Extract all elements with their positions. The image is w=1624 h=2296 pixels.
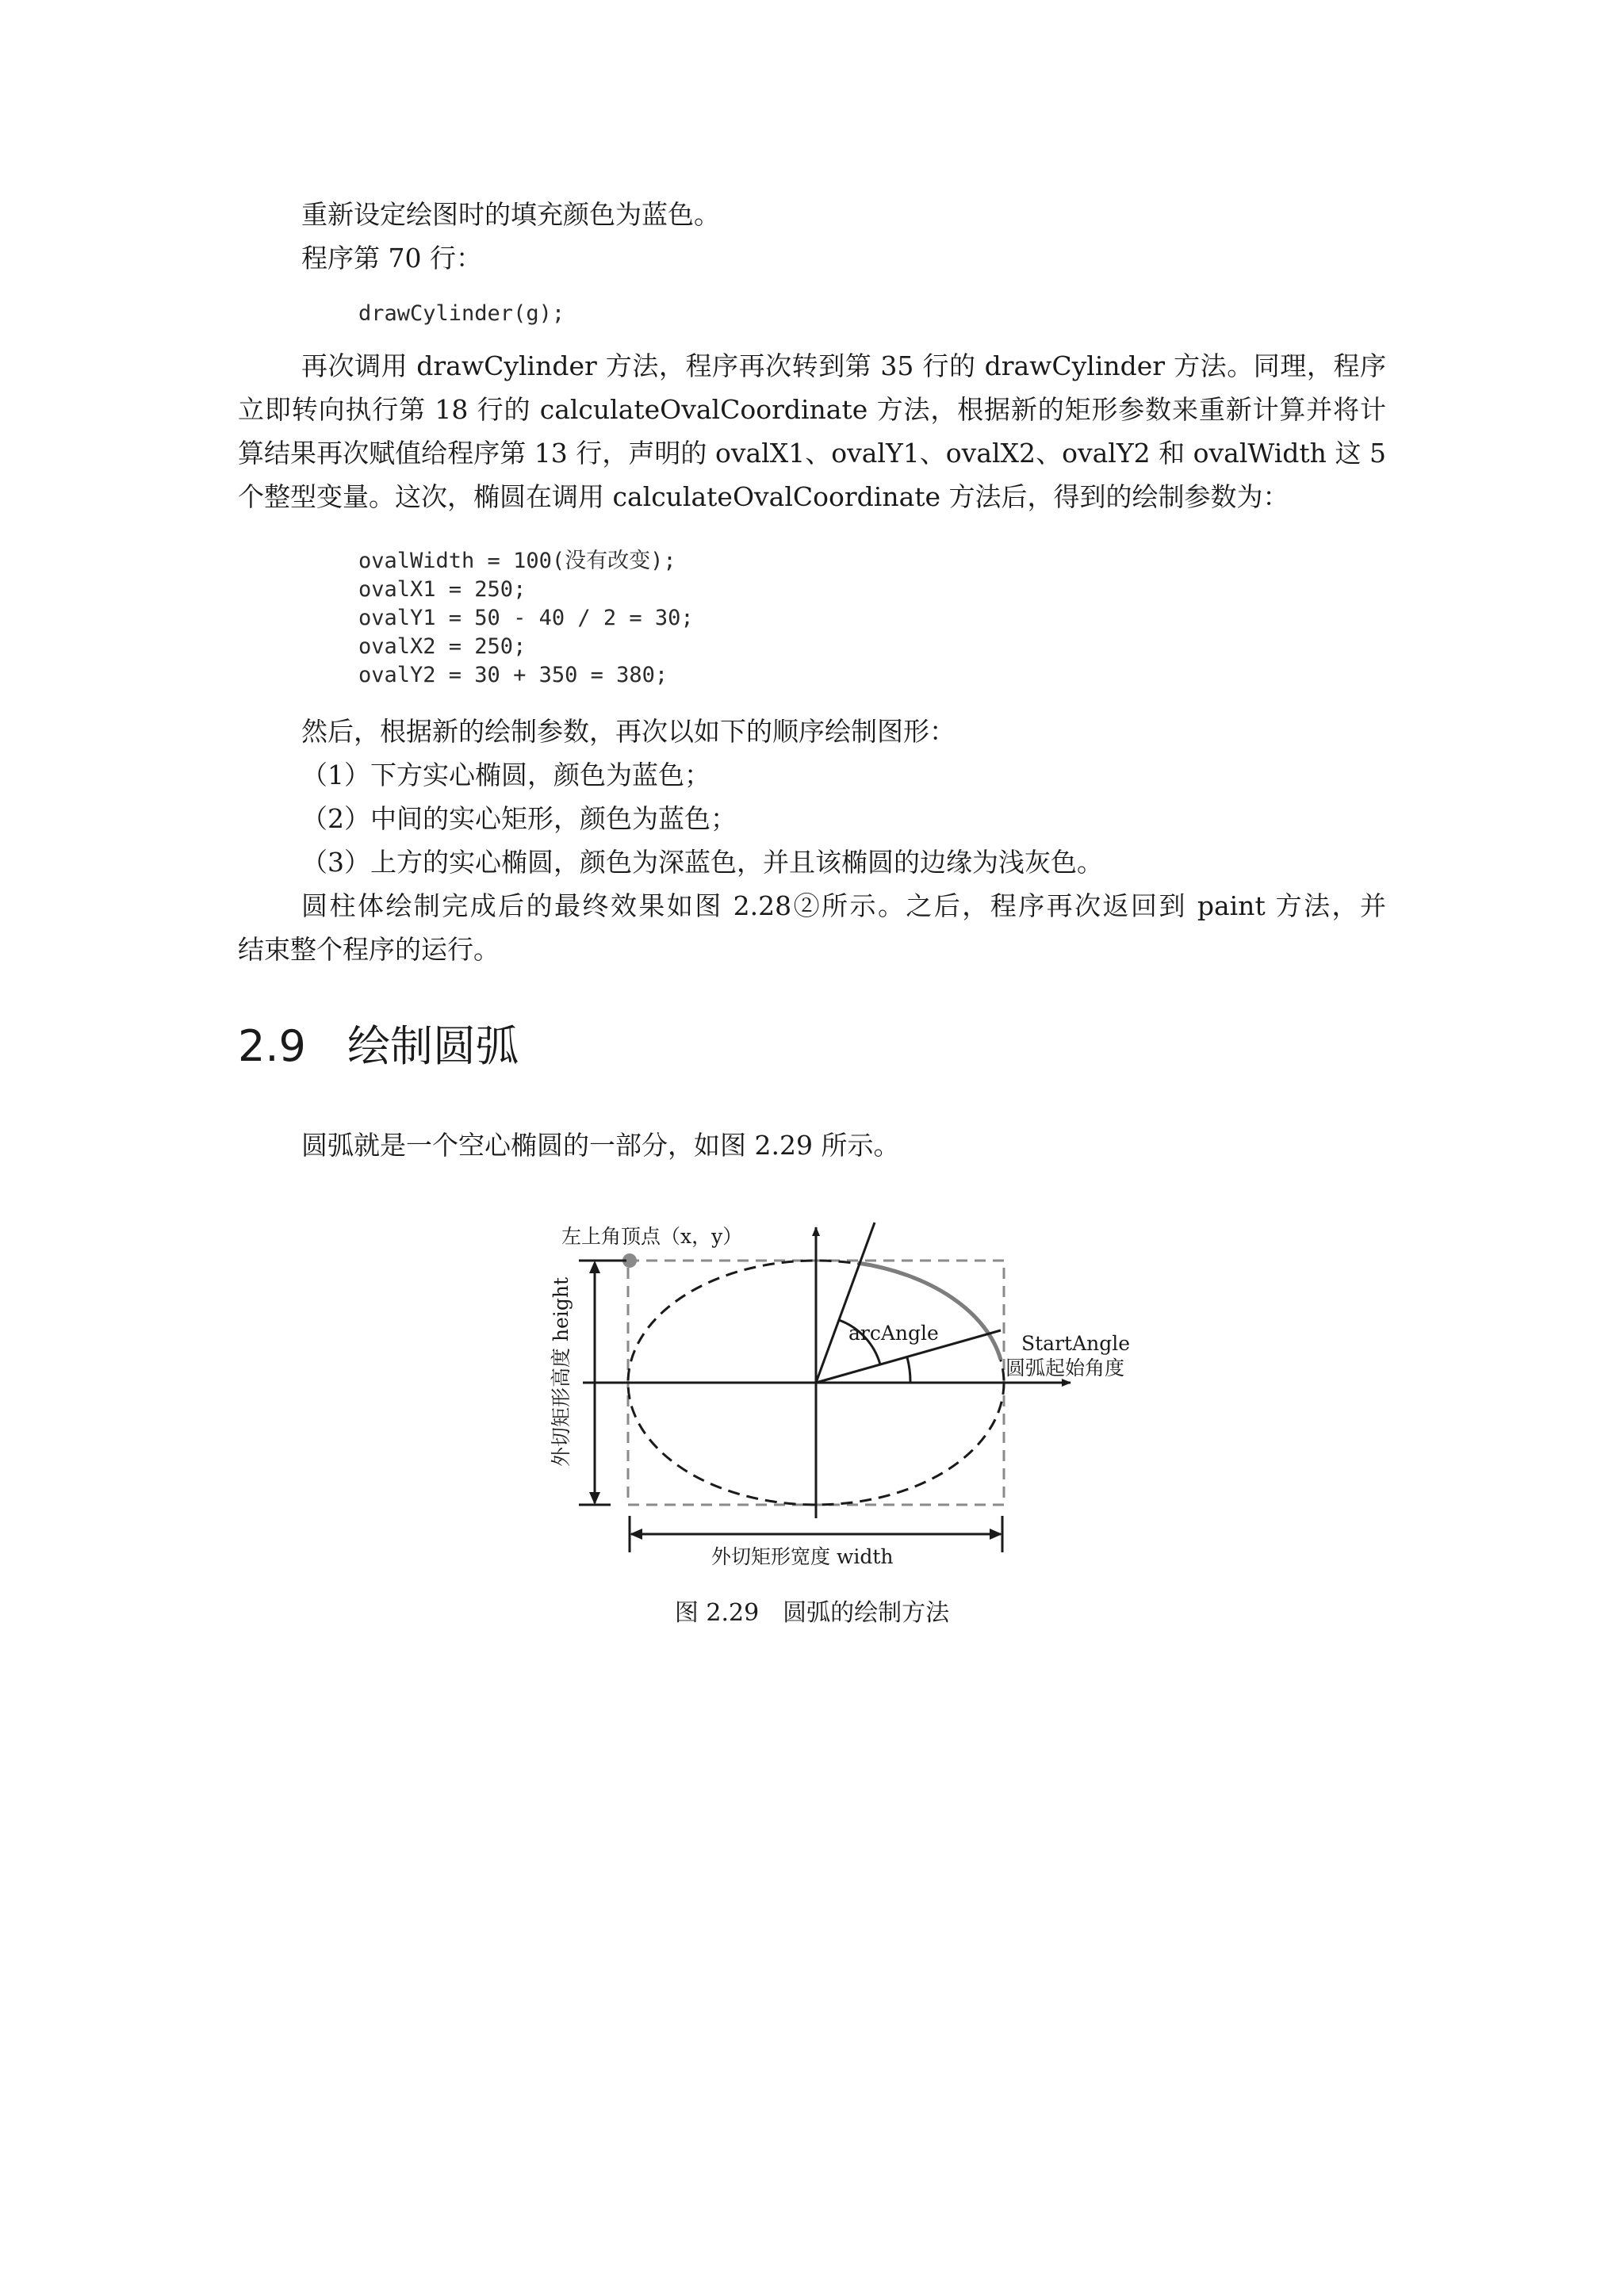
paragraph-2-line-1: 再次调用 drawCylinder 方法，程序再次转到第 35 行的 drawCylinder 方法。同理，程序: [301, 350, 1386, 381]
arc-segment: [858, 1263, 1001, 1360]
paragraph-2-line-3: 算结果再次赋值给程序第 13 行，声明的 ovalX1、ovalY1、ovalX2、ovalY2 和 ovalWidth 这 5: [238, 438, 1386, 469]
intro-line-1: 重新设定绘图时的填充颜色为蓝色。: [301, 199, 720, 230]
paragraph-2-line-4: 个整型变量。这次，椭圆在调用 calculateOvalCoordinate 方法后，得到的绘制参数为：: [238, 481, 1289, 512]
width-arrow-right: [990, 1529, 1002, 1540]
code-line-3: ovalY1 = 50 - 40 / 2 = 30;: [358, 606, 694, 630]
height-arrow-bottom: [589, 1492, 600, 1505]
height-label: 外切矩形高度 height: [550, 1277, 573, 1467]
width-label: 外切矩形宽度 width: [711, 1545, 894, 1568]
height-arrow-top: [589, 1261, 600, 1273]
section-title: 绘制圆弧: [347, 1021, 519, 1071]
code-line-1: ovalWidth = 100(没有改变);: [358, 549, 676, 573]
arc-end-ray: [816, 1223, 875, 1383]
start-angle-label: StartAngle: [1021, 1332, 1131, 1355]
intro-line-2: 程序第 70 行：: [301, 243, 482, 274]
code-snippet-draw-cylinder: drawCylinder(g);: [358, 301, 565, 326]
arc-intro: 圆弧就是一个空心椭圆的一部分，如图 2.29 所示。: [301, 1130, 900, 1161]
code-line-5: ovalY2 = 30 + 350 = 380;: [358, 663, 668, 687]
step-3: （3）上方的实心椭圆，颜色为深蓝色，并且该椭圆的边缘为浅灰色。: [301, 847, 1103, 878]
width-arrow-left: [630, 1529, 642, 1540]
top-left-vertex-label: 左上角顶点（x，y）: [561, 1225, 743, 1248]
start-angle-indicator: [907, 1357, 910, 1383]
steps-intro: 然后，根据新的绘制参数，再次以如下的顺序绘制图形：: [301, 716, 956, 747]
paragraph-2-line-2: 立即转向执行第 18 行的 calculateOvalCoordinate 方法，根据新的矩形参数来重新计算并将计: [238, 394, 1386, 425]
arc-angle-label: arcAngle: [848, 1322, 939, 1345]
section-number: 2.9: [238, 1021, 306, 1071]
paragraph-3-line-2: 结束整个程序的运行。: [238, 934, 500, 965]
figure-caption: 图 2.29 圆弧的绘制方法: [674, 1599, 950, 1627]
paragraph-3-line-1: 圆柱体绘制完成后的最终效果如图 2.28②所示。之后，程序再次返回到 paint 方法，并: [301, 890, 1386, 921]
code-line-2: ovalX1 = 250;: [358, 577, 527, 602]
step-2: （2）中间的实心矩形，颜色为蓝色；: [301, 803, 737, 834]
step-1: （1）下方实心椭圆，颜色为蓝色；: [301, 760, 710, 790]
start-angle-cn-label: 圆弧起始角度: [1005, 1357, 1125, 1380]
code-line-4: ovalX2 = 250;: [358, 634, 527, 659]
